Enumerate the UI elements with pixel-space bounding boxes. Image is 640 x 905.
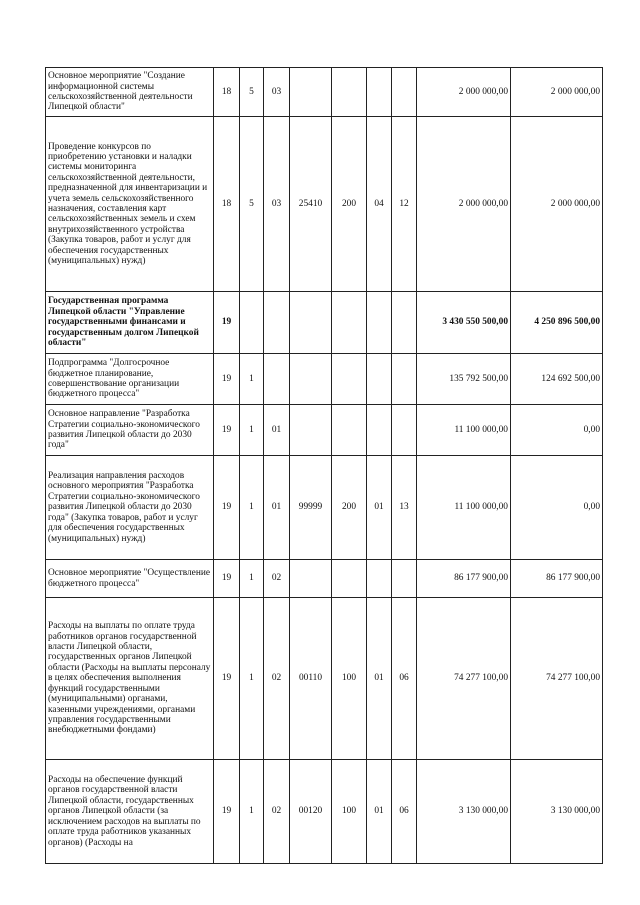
section-code xyxy=(367,560,392,598)
subprogram-code: 1 xyxy=(240,456,264,560)
table-row xyxy=(46,598,603,760)
table-row xyxy=(46,292,603,354)
amount-year-1: 11 100 000,00 xyxy=(417,405,511,456)
subsection-code xyxy=(392,354,417,405)
expense-direction-code: 00110 xyxy=(290,598,332,760)
expense-direction-code xyxy=(290,560,332,598)
subprogram-code: 5 xyxy=(240,117,264,292)
expense-direction-code xyxy=(290,292,332,354)
subsection-code xyxy=(392,405,417,456)
amount-year-1: 2 000 000,00 xyxy=(417,117,511,292)
subprogram-code: 1 xyxy=(240,760,264,864)
row-name: Основное направление "Разработка Стратегии социально-экономического развития Липецкой области до 2030 года" xyxy=(46,405,214,456)
subsection-code: 12 xyxy=(392,117,417,292)
subsection-code: 13 xyxy=(392,456,417,560)
row-name: Расходы на выплаты по оплате труда работников органов государственной власти Липецкой области, государственных органов Липецкой области (Расходы на выплаты персоналу в целях обеспечения выполнения функций государственными (муниципальными) органами, казенными учреждениями, органами управления государственными внебюджетными фондами) xyxy=(46,598,214,760)
amount-year-1: 135 792 500,00 xyxy=(417,354,511,405)
amount-year-2: 2 000 000,00 xyxy=(511,68,603,117)
table-row xyxy=(46,560,603,598)
amount-year-1: 86 177 900,00 xyxy=(417,560,511,598)
budget-document-page xyxy=(45,67,603,864)
amount-year-1: 3 130 000,00 xyxy=(417,760,511,864)
program-code: 18 xyxy=(214,117,240,292)
table-row xyxy=(46,68,603,117)
section-code xyxy=(367,405,392,456)
subsection-code xyxy=(392,560,417,598)
expense-direction-code: 00120 xyxy=(290,760,332,864)
section-code xyxy=(367,68,392,117)
program-code: 18 xyxy=(214,68,240,117)
program-code: 19 xyxy=(214,354,240,405)
table-row xyxy=(46,405,603,456)
subprogram-code: 1 xyxy=(240,560,264,598)
program-code: 19 xyxy=(214,760,240,864)
subprogram-code: 5 xyxy=(240,68,264,117)
section-code xyxy=(367,292,392,354)
program-code: 19 xyxy=(214,456,240,560)
program-code: 19 xyxy=(214,560,240,598)
budget-table xyxy=(45,67,603,864)
expense-type-code xyxy=(332,405,367,456)
main-activity-code xyxy=(264,354,290,405)
budget-table-body xyxy=(46,68,603,864)
expense-direction-code: 99999 xyxy=(290,456,332,560)
main-activity-code: 02 xyxy=(264,760,290,864)
main-activity-code: 01 xyxy=(264,456,290,560)
amount-year-2: 3 130 000,00 xyxy=(511,760,603,864)
row-name: Основное мероприятие "Осуществление бюджетного процесса" xyxy=(46,560,214,598)
amount-year-2: 4 250 896 500,00 xyxy=(511,292,603,354)
expense-type-code: 200 xyxy=(332,117,367,292)
expense-direction-code xyxy=(290,354,332,405)
table-row xyxy=(46,354,603,405)
section-code: 01 xyxy=(367,456,392,560)
table-row xyxy=(46,760,603,864)
section-code: 04 xyxy=(367,117,392,292)
amount-year-1: 2 000 000,00 xyxy=(417,68,511,117)
expense-type-code: 100 xyxy=(332,598,367,760)
row-name: Расходы на обеспечение функций органов государственной власти Липецкой области, государственных органов Липецкой области (за исключением расходов на выплаты по оплате труда работников указанных органов) (Расходы на xyxy=(46,760,214,864)
amount-year-2: 0,00 xyxy=(511,456,603,560)
expense-direction-code xyxy=(290,405,332,456)
row-name: Основное мероприятие "Создание информационной системы сельскохозяйственной деятельности Липецкой области" xyxy=(46,68,214,117)
table-row xyxy=(46,117,603,292)
expense-type-code: 100 xyxy=(332,760,367,864)
subprogram-code: 1 xyxy=(240,354,264,405)
section-code xyxy=(367,354,392,405)
program-code: 19 xyxy=(214,405,240,456)
main-activity-code: 03 xyxy=(264,117,290,292)
amount-year-1: 11 100 000,00 xyxy=(417,456,511,560)
expense-direction-code: 25410 xyxy=(290,117,332,292)
expense-type-code xyxy=(332,292,367,354)
main-activity-code: 02 xyxy=(264,598,290,760)
expense-direction-code xyxy=(290,68,332,117)
section-code: 01 xyxy=(367,598,392,760)
expense-type-code xyxy=(332,560,367,598)
program-code: 19 xyxy=(214,292,240,354)
row-name: Подпрограмма "Долгосрочное бюджетное планирование, совершенствование организации бюджетного процесса" xyxy=(46,354,214,405)
table-row xyxy=(46,456,603,560)
amount-year-2: 86 177 900,00 xyxy=(511,560,603,598)
program-code: 19 xyxy=(214,598,240,760)
amount-year-1: 3 430 550 500,00 xyxy=(417,292,511,354)
main-activity-code xyxy=(264,292,290,354)
amount-year-2: 2 000 000,00 xyxy=(511,117,603,292)
main-activity-code: 01 xyxy=(264,405,290,456)
row-name: Реализация направления расходов основного мероприятия "Разработка Стратегии социально-экономического развития Липецкой области до 2030 года" (Закупка товаров, работ и услуг для обеспечения государственных (муниципальных) нужд) xyxy=(46,456,214,560)
subprogram-code: 1 xyxy=(240,405,264,456)
expense-type-code xyxy=(332,354,367,405)
expense-type-code: 200 xyxy=(332,456,367,560)
row-name: Проведение конкурсов по приобретению установки и наладки системы мониторинга сельскохозяйственной деятельности, предназначенной для инвентаризации и учета земель сельскохозяйственного назначения, составления карт сельскохозяйственных земель и схем внутрихозяйственного устройства (Закупка товаров, работ и услуг для обеспечения государственных (муниципальных) нужд) xyxy=(46,117,214,292)
subsection-code: 06 xyxy=(392,760,417,864)
expense-type-code xyxy=(332,68,367,117)
row-name: Государственная программа Липецкой области "Управление государственными финансами и государственным долгом Липецкой области" xyxy=(46,292,214,354)
subsection-code xyxy=(392,68,417,117)
main-activity-code: 02 xyxy=(264,560,290,598)
subprogram-code xyxy=(240,292,264,354)
subsection-code: 06 xyxy=(392,598,417,760)
main-activity-code: 03 xyxy=(264,68,290,117)
amount-year-1: 74 277 100,00 xyxy=(417,598,511,760)
subprogram-code: 1 xyxy=(240,598,264,760)
subsection-code xyxy=(392,292,417,354)
amount-year-2: 74 277 100,00 xyxy=(511,598,603,760)
amount-year-2: 124 692 500,00 xyxy=(511,354,603,405)
section-code: 01 xyxy=(367,760,392,864)
amount-year-2: 0,00 xyxy=(511,405,603,456)
